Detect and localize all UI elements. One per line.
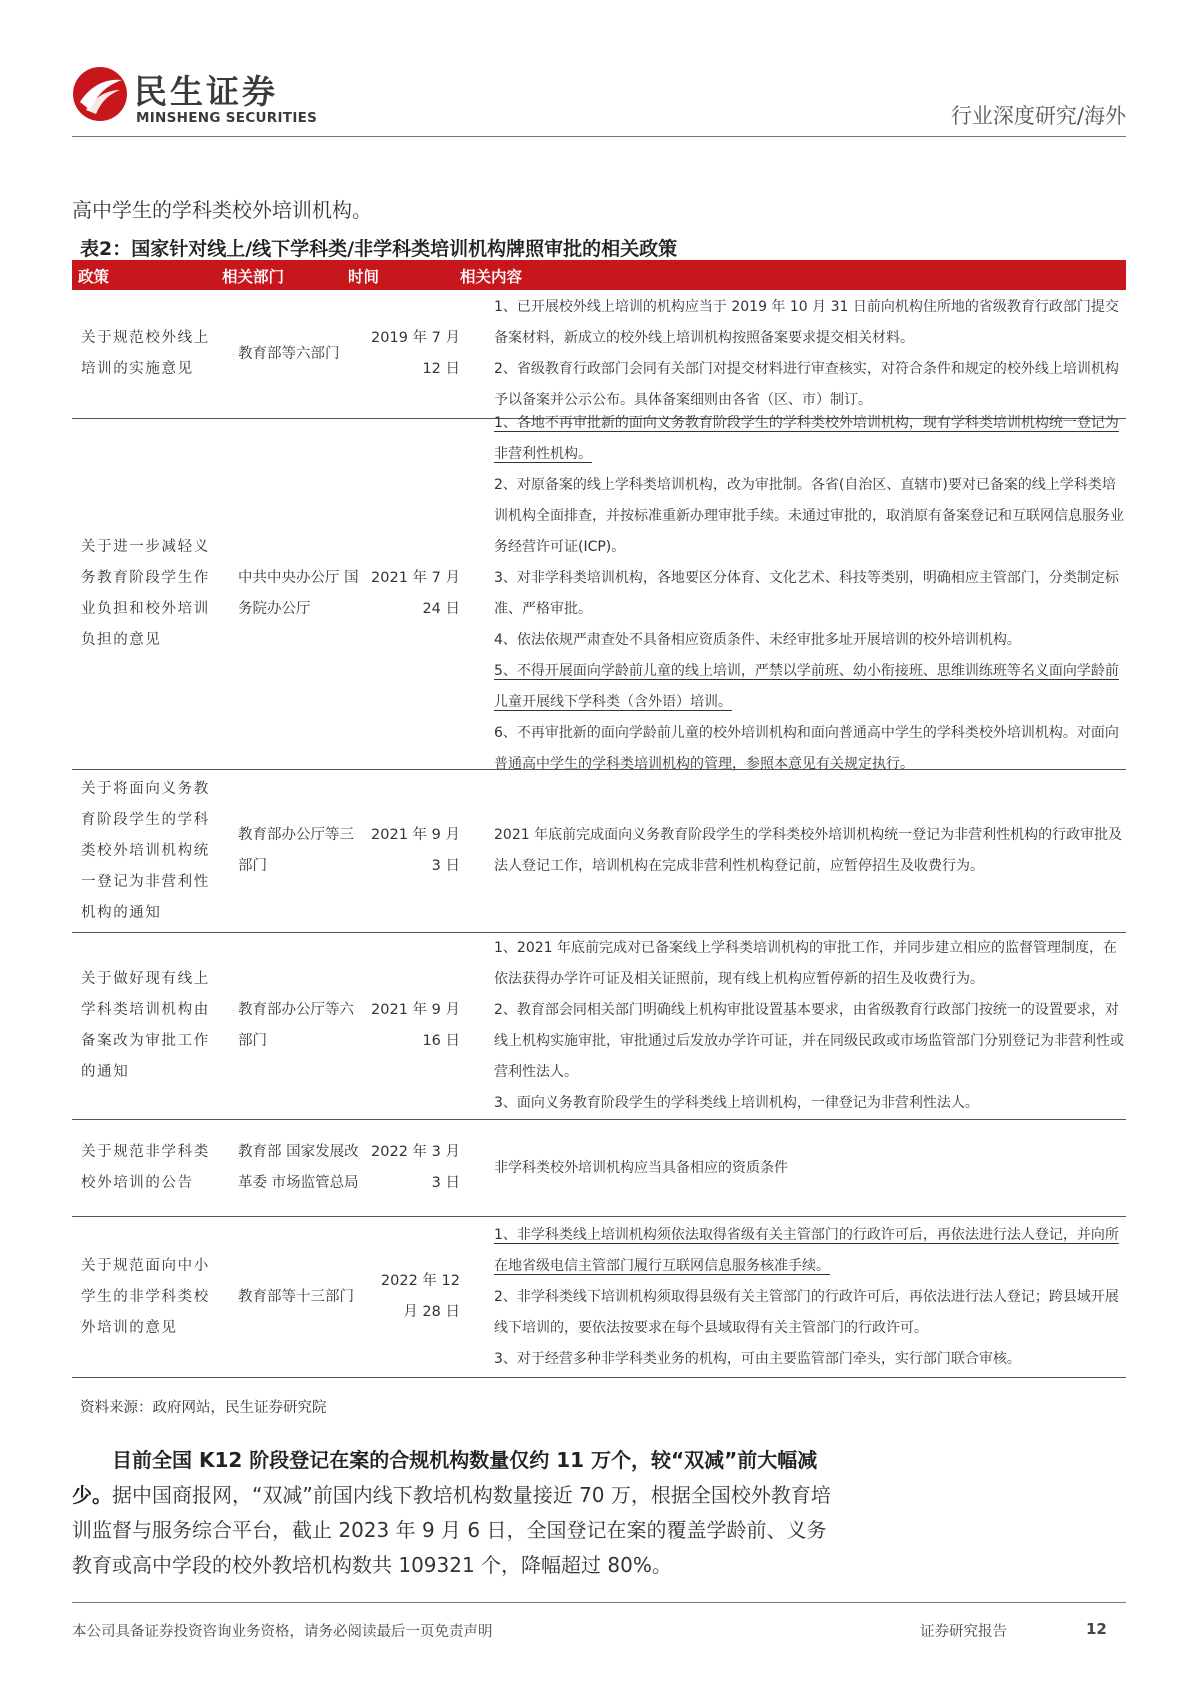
policy-name: 关于规范校外线上培训的实施意见 [81, 330, 210, 377]
policy-name: 关于进一步减轻义务教育阶段学生作业负担和校外培训负担的意见 [81, 539, 210, 648]
content-item: 2、非学科类线下培训机构须取得县级有关主管部门的行政许可后，再依法进行法人登记；跨县域开展线下培训的，要依法按要求在每个县域取得有关主管部门的行政许可。 [494, 1288, 1119, 1336]
header-policy: 政策 [78, 268, 110, 286]
policy-dept: 教育部办公厅等六部门 [238, 1002, 354, 1049]
content-item: 2021 年底前完成面向义务教育阶段学生的学科类校外培训机构统一登记为非营利性机构的行政审批及法人登记工作，培训机构在完成非营利性机构登记前，应暂停招生及收费行为。 [494, 827, 1123, 874]
logo-text-cn: 民生证券 [134, 72, 278, 111]
policy-date: 2019 年 7 月 12 日 [371, 330, 460, 377]
table-row [72, 415, 1126, 772]
table-row [72, 1120, 1126, 1217]
policy-content [494, 770, 1124, 932]
policy-content [494, 1120, 1124, 1216]
header-content: 相关内容 [460, 268, 523, 286]
header-date: 时间 [348, 268, 380, 286]
content-item: 1、2021 年底前完成对已备案线上学科类培训机构的审批工作，并同步建立相应的监督管理制度，在依法获得办学许可证及相关证照前，现有线上机构应暂停新的招生及收费行为。 [494, 940, 1117, 987]
content-item: 2、对原备案的线上学科类培训机构，改为审批制。各省(自治区、直辖市)要对已备案的线上学科类培训机构全面排查，并按标准重新办理审批手续。未通过审批的，取消原有备案登记和互联网信息服务业务经营许可证(ICP)。 [494, 477, 1124, 555]
content-item: 3、对非学科类培训机构，各地要区分体育、文化艺术、科技等类别，明确相应主管部门，分类制定标准、严格审批。 [494, 570, 1119, 617]
content-item: 4、依法依规严肃查处不具备相应资质条件、未经审批多址开展培训的校外培训机构。 [494, 632, 1021, 648]
policy-name: 关于规范非学科类校外培训的公告 [81, 1144, 210, 1191]
paragraph-normal: 据中国商报网，“双减”前国内线下教培机构数量接近 70 万，根据全国校外教育培训监督与服务综合平台，截止 2023 年 9 月 6 日，全国登记在案的覆盖学龄前、义务教育或高中学段的校外教培机构数共 109321 个，降幅超过 80%。 [72, 1483, 831, 1577]
policy-dept: 教育部办公厅等三部门 [238, 827, 354, 874]
logo-swoosh-icon [72, 66, 128, 122]
policy-table [72, 260, 1126, 1378]
content-item: 2、教育部会同相关部门明确线上机构审批设置基本要求，由省级教育行政部门按统一的设置要求，对线上机构实施审批，审批通过后发放办学许可证，并在同级民政或市场监管部门分别登记为非营利性或营利性法人。 [494, 1002, 1124, 1080]
paragraph-bold: 目前全国 K12 阶段登记在案的合规机构数量仅约 11 万个，较“双减”前大幅减少。 [72, 1448, 818, 1507]
content-item: 非学科类校外培训机构应当具备相应的资质条件 [494, 1159, 788, 1176]
policy-date: 2021 年 9 月 3 日 [371, 827, 460, 874]
content-item: 2、省级教育行政部门会同有关部门对提交材料进行审查核实，对符合条件和规定的校外线上培训机构予以备案并公示公布。具体备案细则由各省（区、市）制订。 [494, 361, 1119, 408]
content-item: 3、面向义务教育阶段学生的学科类线上培训机构，一律登记为非营利性法人。 [494, 1095, 979, 1111]
content-item: 3、对于经营多种非学科类业务的机构，可由主要监管部门牵头，实行部门联合审核。 [494, 1350, 1021, 1367]
body-paragraph [72, 1443, 832, 1583]
policy-content [494, 290, 1124, 418]
policy-dept: 教育部 国家发展改革委 市场监管总局 [238, 1144, 359, 1191]
table-row [72, 933, 1126, 1120]
content-item: 1、已开展校外线上培训的机构应当于 2019 年 10 月 31 日前向机构住所地的省级教育行政部门提交备案材料，新成立的校外线上培训机构按照备案要求提交相关材料。 [494, 299, 1119, 346]
policy-name: 关于规范面向中小学生的非学科类校外培训的意见 [81, 1257, 210, 1336]
policy-dept: 教育部等六部门 [238, 345, 340, 362]
header-divider [72, 136, 1126, 137]
policy-dept: 教育部等十三部门 [238, 1288, 354, 1305]
content-item: 6、不再审批新的面向学龄前儿童的校外培训机构和面向普通高中学生的学科类校外培训机构。对面向普通高中学生的学科类培训机构的管理，参照本意见有关规定执行。 [494, 725, 1119, 772]
policy-dept: 中共中央办公厅 国务院办公厅 [238, 570, 359, 617]
policy-date: 2021 年 9 月 16 日 [371, 1002, 460, 1049]
logo-text-en: MINSHENG SECURITIES [136, 110, 318, 126]
policy-date: 2021 年 7 月 24 日 [371, 570, 460, 617]
content-item: 1、各地不再审批新的面向义务教育阶段学生的学科类校外培训机构，现有学科类培训机构统一登记为非营利性机构。 [494, 415, 1119, 462]
policy-date: 2022 年 3 月 3 日 [371, 1144, 460, 1191]
table-title: 表2：国家针对线上/线下学科类/非学科类培训机构牌照审批的相关政策 [80, 238, 678, 260]
table-row [72, 1217, 1126, 1378]
footer-report-type: 证券研究报告 [920, 1624, 1007, 1640]
content-item: 1、非学科类线上培训机构须依法取得省级有关主管部门的行政许可后，再依法进行法人登记，并向所在地省级电信主管部门履行互联网信息服务核准手续。 [494, 1226, 1119, 1274]
page-number: 12 [1086, 1620, 1107, 1638]
policy-content [494, 1217, 1124, 1377]
table-row [72, 290, 1126, 419]
policy-content [494, 933, 1124, 1119]
header-dept: 相关部门 [222, 268, 285, 286]
policy-date: 2022 年 12 月 28 日 [380, 1273, 460, 1320]
table-header [72, 260, 1126, 290]
table-row [72, 770, 1126, 933]
policy-name: 关于将面向义务教育阶段学生的学科类校外培训机构统一登记为非营利性机构的通知 [81, 780, 210, 921]
intro-text: 高中学生的学科类校外培训机构。 [72, 198, 372, 222]
footer-disclaimer: 本公司具备证券投资咨询业务资格，请务必阅读最后一页免责声明 [72, 1624, 493, 1640]
table-source: 资料来源：政府网站，民生证券研究院 [80, 1400, 327, 1416]
content-item: 5、不得开展面向学龄前儿童的线上培训，严禁以学前班、幼小衔接班、思维训练班等名义面向学龄前儿童开展线下学科类（含外语）培训。 [494, 663, 1119, 710]
policy-name: 关于做好现有线上学科类培训机构由备案改为审批工作的通知 [81, 971, 210, 1080]
report-section: 行业深度研究/海外 [950, 104, 1126, 128]
policy-content [494, 415, 1124, 772]
company-logo [72, 62, 372, 136]
footer-divider [72, 1602, 1126, 1603]
